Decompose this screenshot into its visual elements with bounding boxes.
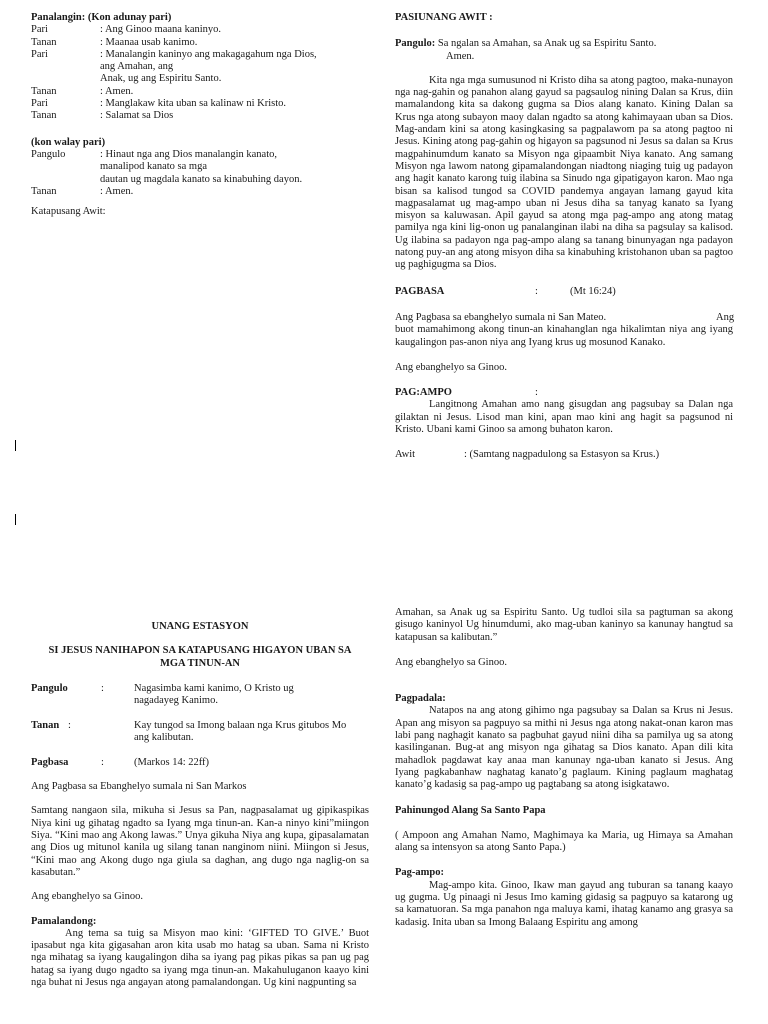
response-row [31, 37, 364, 49]
left-top-section [31, 12, 364, 218]
tanan-colon: : [68, 719, 71, 731]
response-text: : Salamat sa Dios [100, 110, 174, 122]
pagbasa-label: Pagbasa [31, 756, 69, 768]
response-text: : Ang Ginoo maana kaninyo. [100, 24, 222, 36]
ebanghelyo-acclamation: Ang ebanghelyo sa Ginoo. [31, 891, 143, 903]
responses-list [31, 24, 364, 122]
response-text: : Manglakaw kita uban sa kalinaw ni Kristo. [100, 98, 287, 110]
station-title: UNANG ESTASYON [151, 621, 249, 632]
pahinungod-text: ( Ampoon ang Amahan Namo, Maghimaya ka Maria, ug Himaya sa Amahan alang sa intensyon sa atong Santo Papa.) [395, 829, 733, 854]
pagampo-text: Langitnong Amahan amo nang gisugdan ang pagsubay sa Dalan nga gilaktan ni Jesus. Lisod man kini, apan mao kini ang hagit sa pagsunod ni Kristo. Ubani kami Ginoo sa among buhaton karon. [395, 399, 733, 436]
pagbasa-row [395, 286, 733, 298]
speaker-label: Tanan [31, 85, 57, 97]
tanan-text: : Amen. [100, 185, 134, 197]
reading-intro: Ang Pagbasa sa Ebanghelyo sumala ni San Markos [31, 781, 247, 793]
pagpadala-text: Natapos na ang atong gihimo nga pagsubay sa Dalan sa Krus ni Jesus. Apan ang misyon sa pagpuyo sa mithi ni Jesus nga atong nakat-onan karon mas labi pang naghagit kanato sa pagbuhat gayud niini diha sa pamilya ug sa atong kasilinganan. Bug-at ang misyon nga gihatag sa Dios kanato. Apan dili kita mahadlok pagdawat kay anaa man kanunay nga-uban kanato si Jesus. Ang Iyang pagkabanhaw naghatag kanato’g paglaum. Kining paglaum maghatag kanato’g kadasig sa pag-ampo ug pagtabang sa atong isigkatawo. [395, 705, 733, 791]
pamalandong-label: Pamalandong: [31, 915, 97, 927]
pangulo-row [31, 149, 364, 161]
margin-mark [15, 514, 16, 525]
pamalandong-text: Ang tema sa tuig sa Misyon mao kini: ‘GIFTED TO GIVE.’ Buot ipasabut nga kita gigasahan aron kita usab mo hatag sa uban. Sama ni Kristo nga mihatag sa iyang kaugalingon diha sa iyang pag pikas pikas sa pan ug pag hatag sa iyang dugo ngadto sa iyang mga tinun-an. Makahuluganon kaayo kini nga buhat ni Jesus nga angayan atong pamalandongan. Ug kini nagpunting sa [31, 927, 369, 989]
speaker-label: Pari [31, 24, 48, 36]
tanan-text: Kay tungod sa Imong balaan nga Krus gitubos Mo ang kalibutan. [134, 719, 347, 744]
response-row [31, 61, 364, 73]
reading-start: Ang [716, 311, 735, 323]
reading-intro: Ang Pagbasa sa ebanghelyo sumala ni San Mateo. [395, 311, 607, 323]
left-bottom-section [31, 621, 369, 989]
pagampo-text: Mag-ampo kita. Ginoo, Ikaw man gayud ang tuburan sa tanang kaayo ug gugma. Ug pinaagi ni Jesus Imo kaming gidasig sa pagpuyo sa katarong ug sa kamatuoran. Sa mga panahon nga maluya kami, ihatag kanamo ang grasya sa kadasig. Inita uban sa Imong Balaang Espiritu ang among [395, 879, 733, 928]
pangulo-label: Pangulo: [395, 38, 436, 50]
reading-first-line [395, 312, 733, 324]
pangulo-line [395, 38, 733, 50]
response-row [31, 110, 364, 122]
pangulo-text: : Hinaut nga ang Dios manalangin kanato, [100, 148, 277, 160]
katapusang-awit: Katapusang Awit: [31, 206, 106, 218]
speaker-label: Tanan [31, 36, 57, 48]
pangulo-label: Pangulo [31, 148, 66, 160]
pasiunang-awit-heading: PASIUNANG AWIT : [395, 12, 493, 23]
ebanghelyo-acclamation: Ang ebanghelyo sa Ginoo. [395, 656, 507, 668]
speaker-label: Tanan [31, 110, 57, 122]
right-top-section [395, 12, 733, 462]
pangulo-colon: : [101, 682, 104, 694]
pangulo-row [31, 174, 364, 186]
awit-row [395, 449, 733, 461]
pagampo-label: PAG:AMPO [395, 387, 452, 399]
pangulo-label: Pangulo [31, 682, 68, 694]
intro-paragraph: Kita nga mga sumusunod ni Kristo diha sa atong pagtoo, maka-nunayon nga nag-gahin og panahon alang gayud sa pagsaulog nining Dalan sa Krus, diin mamalandong kita sa dakong gugma sa Dios alang kanato. Kining Dalan sa Krus nga atong subayon maoy dalan ngadto sa atong kahimayaan uban sa Dios. Mag-andam kini sa atong kasingkasing sa pagpalawom pa sa atong pagtoo ni Jesus. Kining atong pag-gahin og higayon sa pagsunod ni Jesus sa dalan sa Krus magpahinumdum kanato sa Misyon nga gipaambit Niya kanato. Ang samang Misyon nga lawom natong gipamalandongan niadtong niaging tuig ug padayon ang hagit kanato karong tuig ilabina sa Sinudo nga gipatigayon karon. Mao nga bisan sa kalisod tungod sa COVID pandemya angayan lamang gayud kita magpasalamat ug mag-ampo uban ni Jesus diha sa tanyag kanato sa Iyang misyon sa kaluwasan. Apil gayud sa atong mga pag-ampo ang atong matag pamilya nga kini lig-onon ug panalanginan ilabi na diha sa pagsulay sa kalisod. Ug ilabina sa padayon nga pag-ampo alang sa tanang binunyagan nga padayon natong puy-an ang atong misyon diha sa kinabuhing kristohanon uban sa pagtoo ug paghigugma sa Dios. [395, 74, 733, 271]
response-text: Anak, ug ang Espiritu Santo. [100, 73, 222, 85]
pahinungod-label: Pahinungod Alang Sa Santo Papa [395, 804, 546, 816]
pagampo-label: Pag-ampo: [395, 867, 444, 879]
tanan-label: Tanan [31, 185, 57, 197]
amen-text: Amen. [446, 50, 475, 62]
pagampo-colon: : [535, 387, 538, 399]
response-text: : Maanaa usab kanimo. [100, 36, 198, 48]
response-row [31, 24, 364, 36]
speaker-label: Pari [31, 48, 48, 60]
pangulo-text: manalipod kanato sa mga [100, 161, 208, 173]
reading-text: Samtang nangaon sila, mikuha si Jesus sa Pan, nagpasalamat ug gipikaspikas Niya kini ug gihatag ngadto sa Iyang mga tinun-an. Kan-a ninyo kini”miingon Siya. “Kini mao ang Akong lawas.” Unya gikuha Niya ang kupa, gipasalamatan ang Dios ug mitunol kanila ug silang tanan nanginom niini. Miingon si Jesus, “Kini mao ang Akong dugo nga giula sa daghan, ang dugo nga naglig-on sa kasabutan.” [31, 805, 369, 878]
continuation-text: Amahan, sa Anak ug sa Espiritu Santo. Ug tudloi sila sa pagtuman sa akong gisugo kaninyol Ug hinumdumi, ako mag-uban kaninyo sa kanunay hangtud sa katapusan sa kalibutan.” [395, 607, 733, 643]
margin-mark [15, 440, 16, 451]
tanan-row [31, 186, 364, 198]
pagampo-row [395, 387, 733, 399]
ebanghelyo-acclamation: Ang ebanghelyo sa Ginoo. [395, 361, 507, 373]
response-text: : Amen. [100, 85, 134, 97]
speaker-label: Pari [31, 98, 48, 110]
right-bottom-section [395, 607, 733, 929]
tanan-block [31, 720, 369, 745]
pangulo-row [31, 161, 364, 173]
reading-text: buot mamahimong akong tinun-an kinahanglan nga hikalimtan niya ang iyang kaugalingon pas-anon niya ang Iyang krus ug mosunod Kanako. [395, 324, 733, 348]
pagbasa-ref: (Mt 16:24) [570, 285, 616, 297]
pagbasa-ref: (Markos 14: 22ff) [134, 756, 210, 768]
tanan-label: Tanan [31, 719, 60, 731]
pangulo-text: dautan ug magdala kanato sa kinabuhing dayon. [100, 173, 303, 185]
response-row [31, 86, 364, 98]
response-row [31, 49, 364, 61]
panalangin-heading: Panalangin: (Kon adunay pari) [31, 12, 172, 23]
response-text: ang Amahan, ang [100, 61, 174, 73]
pagbasa-row [31, 757, 369, 769]
response-row [31, 98, 364, 110]
awit-text: : (Samtang nagpadulong sa Estasyon sa Krus.) [464, 449, 660, 461]
pagbasa-label: PAGBASA [395, 285, 445, 297]
awit-label: Awit [395, 449, 416, 461]
pangulo-text: Nagasimba kami kanimo, O Kristo ug nagadayeg Kanimo. [134, 682, 294, 707]
pagpadala-label: Pagpadala: [395, 693, 446, 705]
pangulo-text: Sa ngalan sa Amahan, sa Anak ug sa Espiritu Santo. [437, 38, 657, 50]
pagbasa-colon: : [535, 285, 538, 297]
kon-walay-heading: (kon walay pari) [31, 136, 106, 148]
pagbasa-colon: : [101, 756, 104, 768]
station-subtitle: SI JESUS NANIHAPON SA KATAPUSANG HIGAYON UBAN SA MGA TINUN-AN [48, 645, 352, 669]
response-row [31, 73, 364, 85]
response-text: : Manalangin kaninyo ang makagagahum nga Dios, [100, 48, 317, 60]
pangulo-block [31, 683, 369, 708]
